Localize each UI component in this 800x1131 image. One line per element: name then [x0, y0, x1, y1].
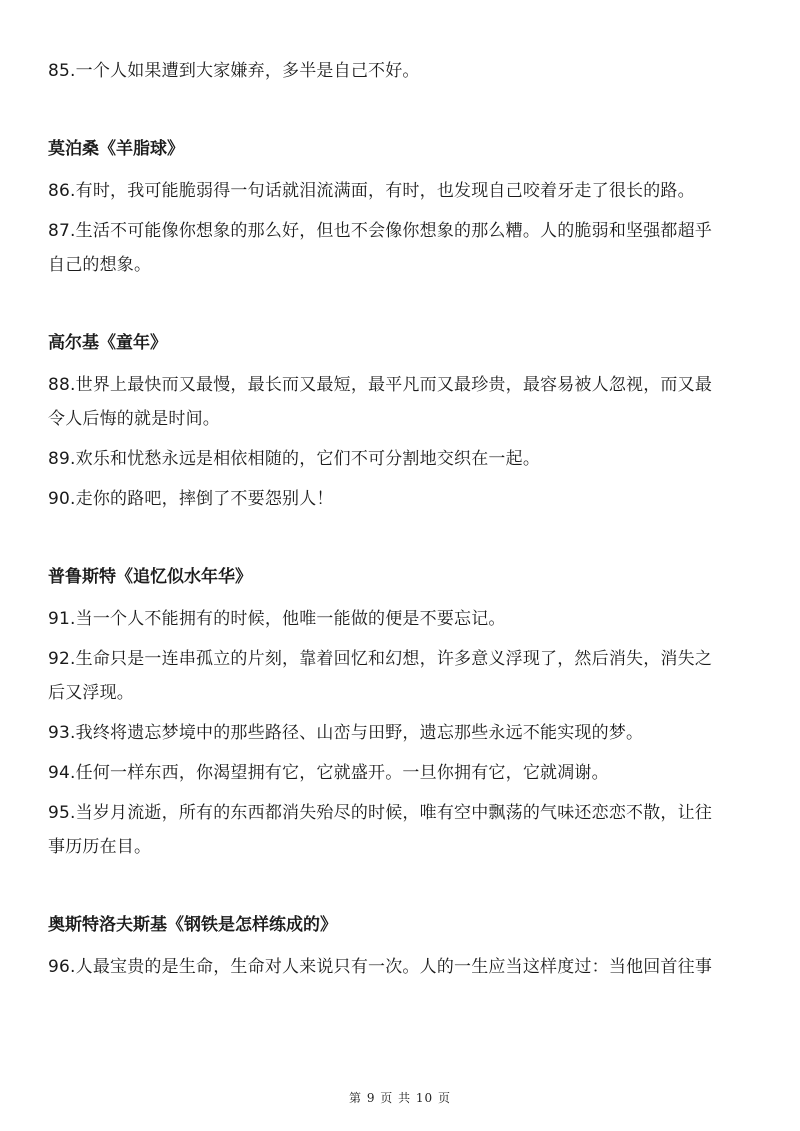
- quote-line: 后又浮现。: [48, 683, 134, 703]
- quote-line: 自己的想象。: [48, 255, 152, 275]
- quote-line: 87.生活不可能像你想象的那么好，但也不会像你想象的那么糟。人的脆弱和坚强都超乎: [48, 221, 713, 241]
- quote-85: [48, 54, 754, 88]
- quote-line: 89.欢乐和忧愁永远是相依相随的，它们不可分割地交织在一起。: [48, 449, 541, 469]
- page-number-footer: 第 9 页 共 10 页: [349, 1091, 451, 1105]
- section-spacer: [48, 94, 754, 132]
- quote-86: [48, 174, 754, 208]
- quote-90: [48, 482, 754, 516]
- quote-line: 93.我终将遗忘梦境中的那些路径、山峦与田野，遗忘那些永远不能实现的梦。: [48, 723, 644, 743]
- quote-line: 92.生命只是一连串孤立的片刻，靠着回忆和幻想，许多意义浮现了，然后消失，消失之: [48, 649, 713, 669]
- section-heading-maupassant: 莫泊桑《羊脂球》: [48, 139, 184, 159]
- section-spacer: [48, 522, 754, 560]
- section-heading-proust: 普鲁斯特《追忆似水年华》: [48, 567, 252, 587]
- quote-line: 88.世界上最快而又最慢，最长而又最短，最平凡而又最珍贵，最容易被人忽视，而又最: [48, 375, 713, 395]
- section-heading-gorky: 高尔基《童年》: [48, 333, 167, 353]
- section-spacer: [48, 288, 754, 326]
- quote-line: 94.任何一样东西，你渴望拥有它，它就盛开。一旦你拥有它，它就凋谢。: [48, 763, 609, 783]
- quote-line: 86.有时，我可能脆弱得一句话就泪流满面，有时，也发现自己咬着牙走了很长的路。: [48, 181, 695, 201]
- quote-96: [48, 950, 754, 984]
- quote-91: [48, 602, 754, 636]
- section-heading-ostrovsky: 奥斯特洛夫斯基《钢铁是怎样练成的》: [48, 915, 337, 935]
- quote-line: 令人后悔的就是时间。: [48, 409, 220, 429]
- document-body: [48, 54, 754, 990]
- quote-87: [48, 214, 754, 282]
- quote-92: [48, 642, 754, 710]
- quote-95: [48, 796, 754, 864]
- quote-89: [48, 442, 754, 476]
- quote-88: [48, 368, 754, 436]
- quote-line: 90.走你的路吧，摔倒了不要怨别人！: [48, 489, 334, 509]
- section-spacer: [48, 870, 754, 908]
- quote-93: [48, 716, 754, 750]
- quote-94: [48, 756, 754, 790]
- quote-line: 95.当岁月流逝，所有的东西都消失殆尽的时候，唯有空中飘荡的气味还恋恋不散，让往: [48, 803, 713, 823]
- quote-line: 85.一个人如果遭到大家嫌弃，多半是自己不好。: [48, 61, 420, 81]
- quote-line: 事历历在目。: [48, 837, 152, 857]
- quote-line: 91.当一个人不能拥有的时候，他唯一能做的便是不要忘记。: [48, 609, 506, 629]
- quote-line: 96.人最宝贵的是生命，生命对人来说只有一次。人的一生应当这样度过：当他回首往事: [48, 957, 713, 977]
